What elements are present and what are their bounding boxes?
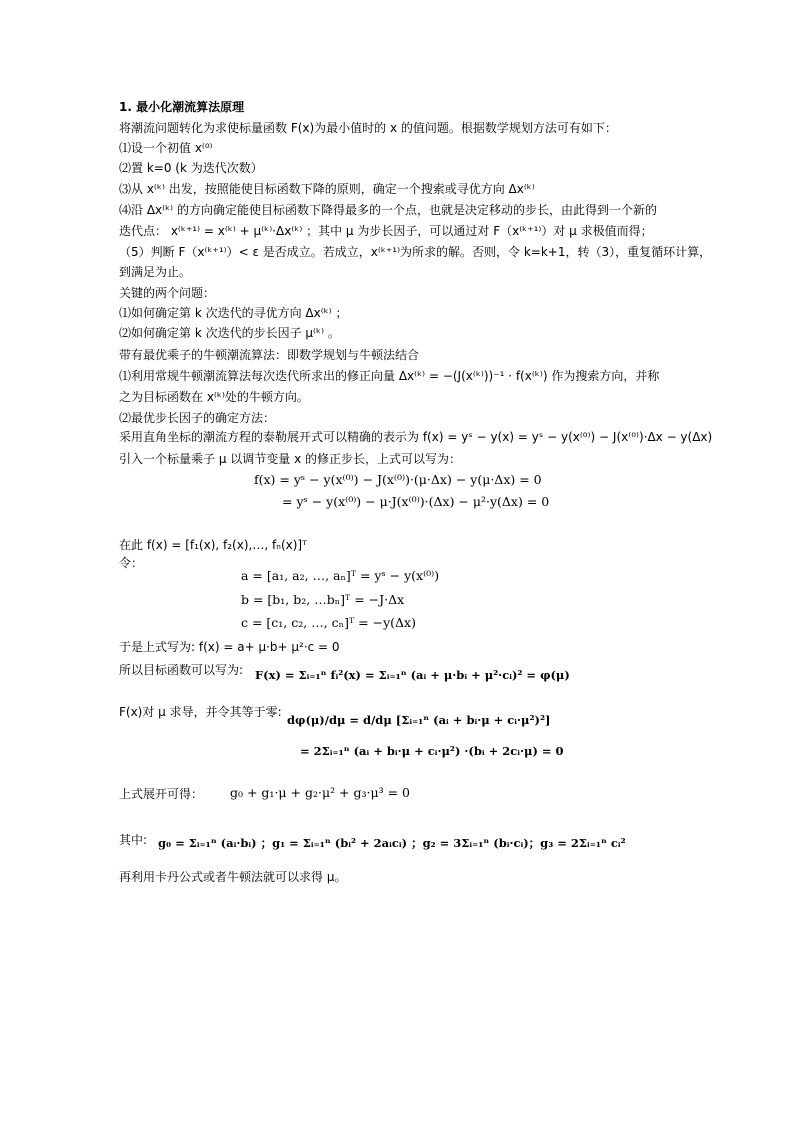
text-line: 之为目标函数在 x⁽ᵏ⁾处的牛顿方向。 <box>119 390 309 404</box>
text-line: 令： <box>119 556 144 570</box>
text-line: 在此 f(x) = [f₁(x), f₂(x),…, fₙ(x)]ᵀ <box>119 538 307 552</box>
text-line: ⑶从 x⁽ᵏ⁾ 出发，按照能使目标函数下降的原则，确定一个搜索或寻优方向 Δx⁽ᵏ⁾ <box>119 182 535 196</box>
text-line: 到满足为止。 <box>119 265 192 279</box>
text-line: 迭代点： x⁽ᵏ⁺¹⁾ = x⁽ᵏ⁾ + μ⁽ᵏ⁾·Δx⁽ᵏ⁾ ；其中 μ 为步长因子，可以通过对 F（x⁽ᵏ⁺¹⁾）对 μ 求极值而得； <box>119 224 653 238</box>
equation-cubic: g₀ + g₁·μ + g₂·μ² + g₃·μ³ = 0 <box>230 785 410 800</box>
text-line: 采用直角坐标的潮流方程的泰勒展开式可以精确的表示为 f(x) = yˢ − y(x) = yˢ − y(x⁽⁰⁾) − J(x⁽⁰⁾)·Δx − y(Δx) <box>119 430 713 444</box>
section-heading: 1. 最小化潮流算法原理 <box>119 100 245 114</box>
text-line: ⑴如何确定第 k 次迭代的寻优方向 Δx⁽ᵏ⁾ ； <box>119 306 348 320</box>
text-line: 所以目标函数可以写为: <box>119 663 244 677</box>
text-line: 再利用卡丹公式或者牛顿法就可以求得 μ。 <box>119 870 347 884</box>
text-line: ⑵最优步长因子的确定方法： <box>119 411 276 425</box>
text-line: ⑴设一个初值 x⁽⁰⁾ <box>119 141 213 155</box>
text-line: 关键的两个问题： <box>119 286 216 300</box>
equation-a: a = [a₁, a₂, …, aₙ]ᵀ = yˢ − y(x⁽⁰⁾) <box>241 568 440 583</box>
text-line: ⑵置 k=0 (k 为迭代次数） <box>119 161 263 175</box>
text-line: 引入一个标量乘子 μ 以调节变量 x 的修正步长，上式可以写为： <box>119 452 461 466</box>
equation-objective: F(x) = Σᵢ₌₁ⁿ fᵢ²(x) = Σᵢ₌₁ⁿ (aᵢ + μ·bᵢ + μ²·cᵢ)² = φ(μ) <box>255 668 570 682</box>
text-line: ⑴利用常规牛顿潮流算法每次迭代所求出的修正向量 Δx⁽ᵏ⁾ = −(J(x⁽ᵏ⁾))⁻¹ · f(x⁽ᵏ⁾) 作为搜索方向，并称 <box>119 369 660 383</box>
equation-fx-line1: f(x) = yˢ − y(x⁽⁰⁾) − J(x⁽⁰⁾)·(μ·Δx) − y(μ·Δx) = 0 <box>254 472 542 487</box>
text-line: 上式展开可得： <box>119 787 204 801</box>
equation-b: b = [b₁, b₂, …bₙ]ᵀ = −J·Δx <box>241 592 405 607</box>
equation-derivative-line2: = 2Σᵢ₌₁ⁿ (aᵢ + bᵢ·μ + cᵢ·μ²) ·(bᵢ + 2cᵢ·μ) = 0 <box>300 744 564 758</box>
text-line: ⑷沿 Δx⁽ᵏ⁾ 的方向确定能使目标函数下降得最多的一个点，也就是决定移动的步长，由此得到一个新的 <box>119 203 657 217</box>
text-line: 带有最优乘子的牛顿潮流算法：即数学规划与牛顿法结合 <box>119 348 420 362</box>
text-line: 于是上式写为: f(x) = a+ μ·b+ μ²·c = 0 <box>119 640 340 654</box>
text-line: ⑵如何确定第 k 次迭代的步长因子 μ⁽ᵏ⁾ 。 <box>119 326 340 340</box>
equation-fx-line2: = yˢ − y(x⁽⁰⁾) − μ·J(x⁽⁰⁾)·(Δx) − μ²·y(Δx) = 0 <box>282 494 550 509</box>
text-line: F(x)对 μ 求导，并令其等于零: <box>119 705 282 719</box>
text-line: 将潮流问题转化为求使标量函数 F(x)为最小值时的 x 的值问题。根据数学规划方法可有如下： <box>119 121 617 135</box>
text-line: （5）判断 F（x⁽ᵏ⁺¹⁾）< ε 是否成立。若成立，x⁽ᵏ⁺¹⁾为所求的解。否则，令 k=k+1，转（3），重复循环计算， <box>119 245 712 259</box>
equation-c: c = [c₁, c₂, …, cₙ]ᵀ = −y(Δx) <box>241 615 416 630</box>
equation-g-coefficients: g₀ = Σᵢ₌₁ⁿ (aᵢ·bᵢ) ；g₁ = Σᵢ₌₁ⁿ (bᵢ² + 2aᵢcᵢ) ；g₂ = 3Σᵢ₌₁ⁿ (bᵢ·cᵢ)；g₃ = 2Σᵢ₌₁ⁿ cᵢ² <box>158 836 626 850</box>
equation-derivative-line1: dφ(μ)/dμ = d/dμ [Σᵢ₌₁ⁿ (aᵢ + bᵢ·μ + cᵢ·μ²)²] <box>287 713 551 727</box>
text-line: 其中: <box>119 833 148 847</box>
